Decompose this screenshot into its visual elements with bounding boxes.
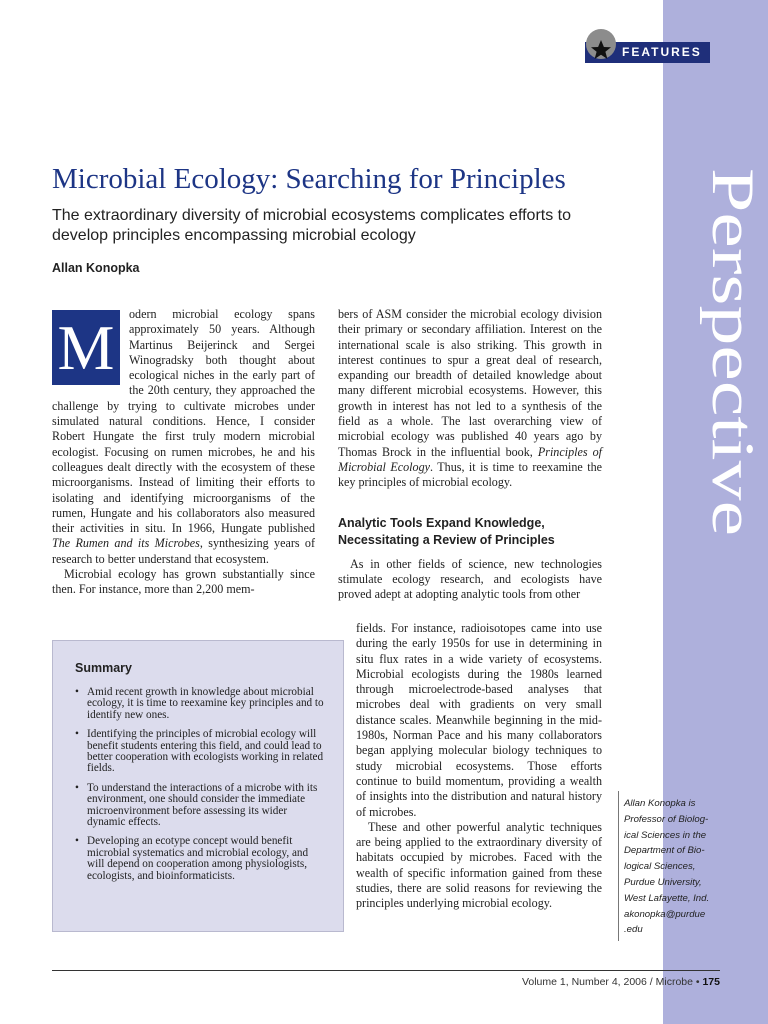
author-name: Allan Konopka [52, 261, 140, 275]
bio-line: ical Sciences in the [624, 829, 707, 841]
section-heading: Analytic Tools Expand Knowledge, Necessitating a Review of Principles [338, 515, 555, 547]
summary-item: • Developing an ecotype concept would benefit microbial systematics and microbial ecology, and will depend on cooperation among physiologists, ecologists, and bioinformaticists. [75, 836, 325, 882]
bio-line: Professor of Biolog- [624, 813, 709, 825]
perspective-side-title [651, 168, 768, 538]
footer-divider [52, 970, 720, 971]
book-title: Principles of Microbial Ecology [338, 444, 602, 474]
summary-item: • Identifying the principles of microbial ecology will benefit students entering this field, and could lead to better cooperation with ecologists working in related fields. [75, 729, 325, 775]
bio-line: West Lafayette, Ind. [624, 892, 710, 904]
book-title: The Rumen and its Microbes [52, 536, 200, 551]
drop-cap: M [52, 310, 120, 385]
article-title: Microbial Ecology: Searching for Principles [52, 163, 566, 195]
summary-item: • Amid recent growth in knowledge about microbial ecology, it is time to reexamine key principles and to identify new ones. [75, 687, 325, 721]
column-left [52, 307, 315, 598]
footer-issue: Volume 1, Number 4, 2006 / Microbe • [521, 976, 703, 988]
paragraph-intro: M odern microbial ecology spans approximately 50 years. Although Martinus Beijerinck and Sergei Winogradsky both thought about ecological niches in the early part of the 20th century, they approached the challenge by trying to cultivate microbes under simulated natural conditions. Hence, I consider Robert Hungate the first truly modern microbial ecologist. Focusing on rumen microbes, he and his colleagues dealt directly with the ecosystem of these microorganisms. Instead of limiting their efforts to isolating and identifying microorganisms of the rumen, Hungate and his collaborators also measured their activities in situ. In 1966, Hungate published The Rumen and its Microbes, synthesizing years of research to better understand that ecosystem. [52, 307, 315, 566]
star-icon [589, 38, 613, 62]
perspective-text: Perspective [700, 168, 766, 445]
author-bio [624, 796, 724, 938]
bio-divider [618, 791, 619, 941]
bio-line: logical Sciences, [624, 861, 696, 873]
page-number: 175 [702, 976, 720, 988]
column-right [338, 307, 602, 602]
features-label: FEATURES [622, 45, 702, 59]
paragraph-growth: Microbial ecology has grown substantially since then. For instance, more than 2,200 mem- [52, 567, 315, 597]
paragraph-continued: bers of ASM consider the microbial ecology division their primary or secondary affiliation. Interest on the international scale is also striking. This growth in interest continues to spur a great deal of research, expanding our breadth of detailed knowledge about many different microbial ecosystems. However, this growth in interest has not led to a synthesis of the field as a whole. The last overarching view of microbial ecology was published 40 years ago by Thomas Brock in the influential book, Principles of Microbial Ecology. Thus, it is time to reexamine the key principles of microbial ecology. [338, 307, 602, 490]
bio-line: Department of Bio- [624, 845, 705, 857]
article-subtitle: The extraordinary diversity of microbial ecosystems complicates efforts to develop principles encompassing microbial ecology [52, 207, 572, 244]
paragraph-tools: As in other fields of science, new technologies stimulate ecology research, and ecologists have proved adept at adopting analytic tools from other [338, 556, 602, 602]
summary-heading: Summary [75, 661, 132, 675]
summary-item: • To understand the interactions of a microbe with its environment, one should consider the immediate microenvironment before assessing its wider dynamic effects. [75, 783, 325, 829]
summary-box [52, 640, 344, 932]
paragraph-fields: fields. For instance, radioisotopes came into use during the early 1950s for use in determining in situ flux rates in a wide variety of ecosystems. Microbial ecologists during the 1980s learned through microelectrode-based analyses that microbes deal with gradients on very small distance scales. Meanwhile beginning in the mid-1980s, Norman Pace and his many collaborators began applying molecular biology techniques to study microbial ecosystems. Those efforts continue to build momentum, providing a wealth of insights into the distribution and natural history of microbes. [356, 621, 602, 819]
bio-email[interactable]: akonopka@purdue [624, 908, 706, 920]
column-right-lower [356, 621, 602, 912]
bio-line: Purdue University, [624, 876, 702, 888]
page-footer [500, 976, 720, 988]
summary-list [75, 687, 325, 890]
bio-line: Allan Konopka is [624, 798, 696, 809]
bio-email-end[interactable]: .edu [624, 924, 643, 936]
paragraph-techniques: These and other powerful analytic techniques are being applied to the extraordinary diversity of habitats occupied by microbes. Faced with the wealth of specific information gained from these studies, there are solid reasons for reviewing the principles underlying microbial ecology. [356, 819, 602, 911]
